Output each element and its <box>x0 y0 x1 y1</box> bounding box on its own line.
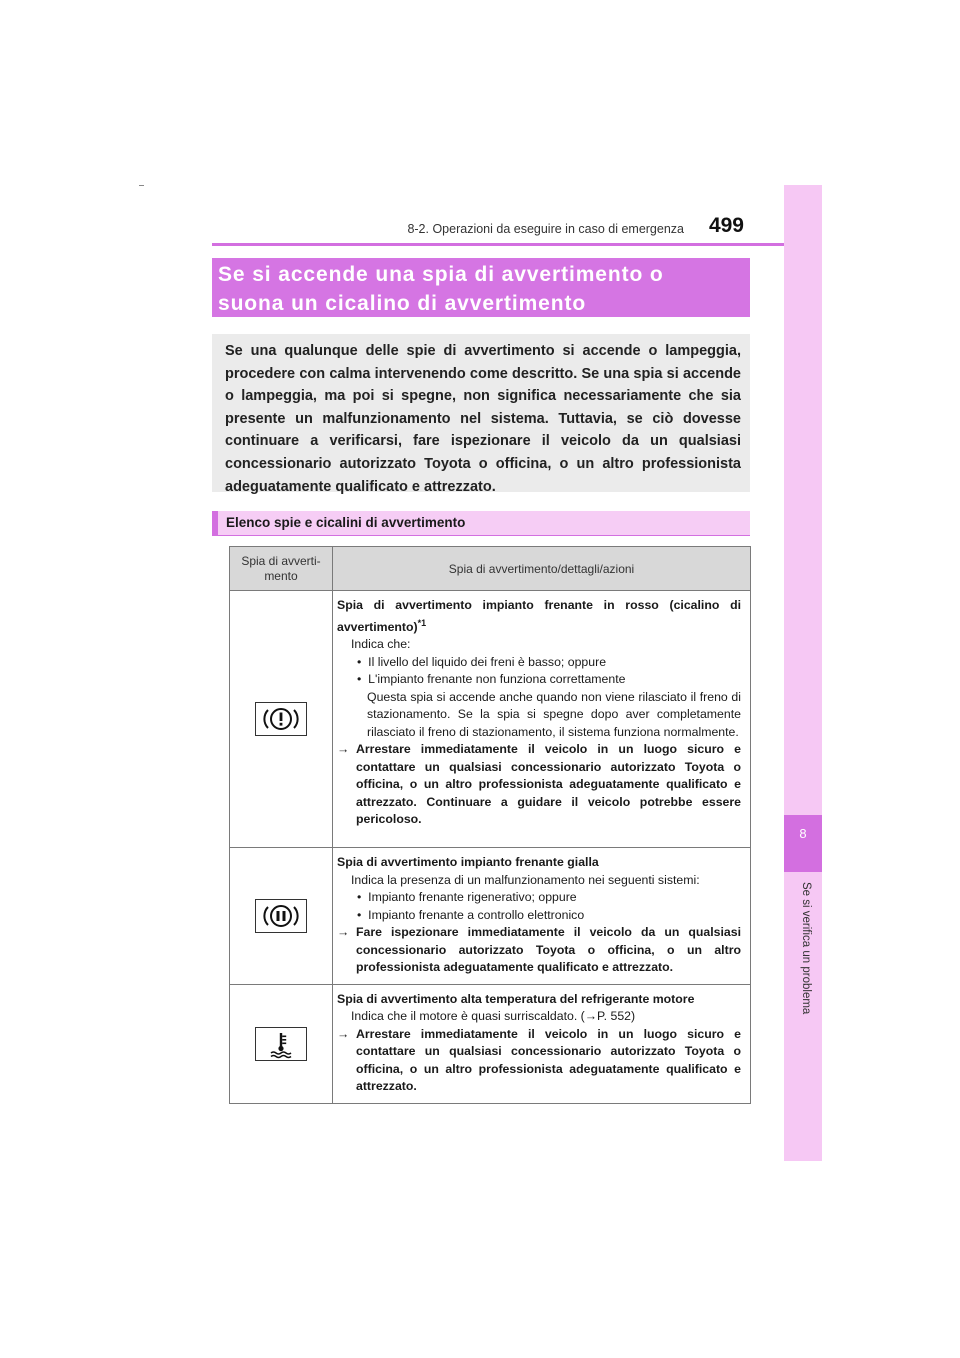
intro-box <box>212 334 750 495</box>
indicates-text: Indica che: <box>351 637 411 652</box>
footnote-mark: *1 <box>417 617 427 628</box>
action-text: → Arrestare immediatamente il veicolo in un luogo sicuro e contattare un qualsiasi concessionario autorizzato Toyota o officina, o un altro professionista adeguatamente qualificato e attrezzato. Continuare a guidare il veicolo potrebbe essere pericoloso. <box>337 742 741 827</box>
icon-cell <box>230 591 333 848</box>
bullet-note: Questa spia si accende anche quando non viene rilasciato il freno di stazionamento. Se la spia si spegne dopo aver completamente rilasciato il freno di stazionamento, il sistema funziona normalmente. <box>367 689 741 739</box>
brake-system-yellow-icon <box>255 899 307 933</box>
arrow-icon: → <box>337 925 350 939</box>
action-text: → Arrestare immediatamente il veicolo in un luogo sicuro e contattare un qualsiasi concessionario autorizzato Toyota o officina, o un altro professionista adeguatamente qualificato e attrezzato. <box>337 1026 741 1093</box>
coolant-temperature-icon <box>255 1027 307 1061</box>
light-title: Spia di avvertimento impianto frenante gialla <box>337 855 599 869</box>
page-title-line-1: Se si accende una spia di avvertimento o <box>218 263 664 286</box>
warning-lights-table <box>229 546 751 1104</box>
indicates-text: Indica la presenza di un malfunzionamento nei seguenti sistemi: <box>351 872 700 887</box>
chapter-number: 8 <box>799 826 807 841</box>
description-cell <box>333 848 751 985</box>
arrow-icon: → <box>337 1026 350 1041</box>
column-header-details: Spia di avvertimento/dettagli/azioni <box>333 547 751 591</box>
table-row <box>230 848 751 985</box>
subheader-text: Elenco spie e cicalini di avvertimento <box>226 515 466 530</box>
intro-text: Se una qualunque delle spie di avvertimento si accende o lampeggia, procedere con calma intervenendo come descritto. Se una spia si accende o lampeggia, ma poi si spegne, non significa necessariamente che sia presente un malfunzionamento nel sistema. Tuttavia, se ciò dovesse continuare a verificarsi, fare ispezionare il veicolo da un qualsiasi concessionario autorizzato Toyota o officina, o un altro professionista adeguatamente qualificato e attrezzato. <box>225 343 741 495</box>
bullet-item: • Impianto frenante rigenerativo; oppure <box>357 890 577 904</box>
crop-tick <box>139 185 144 186</box>
section-subheader <box>212 511 750 536</box>
description-cell <box>333 591 751 848</box>
bullet-item: • Il livello del liquido dei freni è basso; oppure <box>357 654 607 669</box>
icon-cell <box>230 848 333 985</box>
bullet-item: • Impianto frenante a controllo elettronico <box>357 907 585 922</box>
light-title: Spia di avvertimento alta temperatura del refrigerante motore <box>337 991 695 1006</box>
chapter-number-tab[interactable] <box>784 815 822 872</box>
section-path: 8-2. Operazioni da eseguire in caso di emergenza <box>407 222 684 236</box>
chapter-label: Se si verifica un problema <box>800 882 812 1015</box>
brake-warning-exclamation-icon <box>255 702 307 736</box>
subheader-accent-bar <box>212 511 218 536</box>
table-row <box>230 591 751 848</box>
action-text: → Fare ispezionare immediatamente il veicolo da un qualsiasi concessionario autorizzato Toyota o officina, o un altro professionista adeguatamente qualificato e attrezzato. <box>337 925 741 974</box>
arrow-icon: → <box>337 742 350 757</box>
bullet-item: • L'impianto frenante non funziona correttamente <box>357 672 626 687</box>
icon-cell <box>230 984 333 1103</box>
page-title-line-2: suona un cicalino di avvertimento <box>218 292 587 315</box>
page-title <box>212 258 750 317</box>
header-rule <box>212 243 822 246</box>
light-title: Spia di avvertimento impianto frenante in rosso (cicalino di avvertimento)$^{*1}$ <box>337 598 741 634</box>
description-cell <box>333 984 751 1103</box>
table-row <box>230 984 751 1103</box>
column-header-light: Spia di avverti- mento <box>230 547 333 591</box>
table-header-row <box>230 547 751 591</box>
page-number: 499 <box>708 214 744 237</box>
indicates-text: Indica che il motore è quasi surriscaldato. (→P. 552) <box>351 1009 636 1023</box>
